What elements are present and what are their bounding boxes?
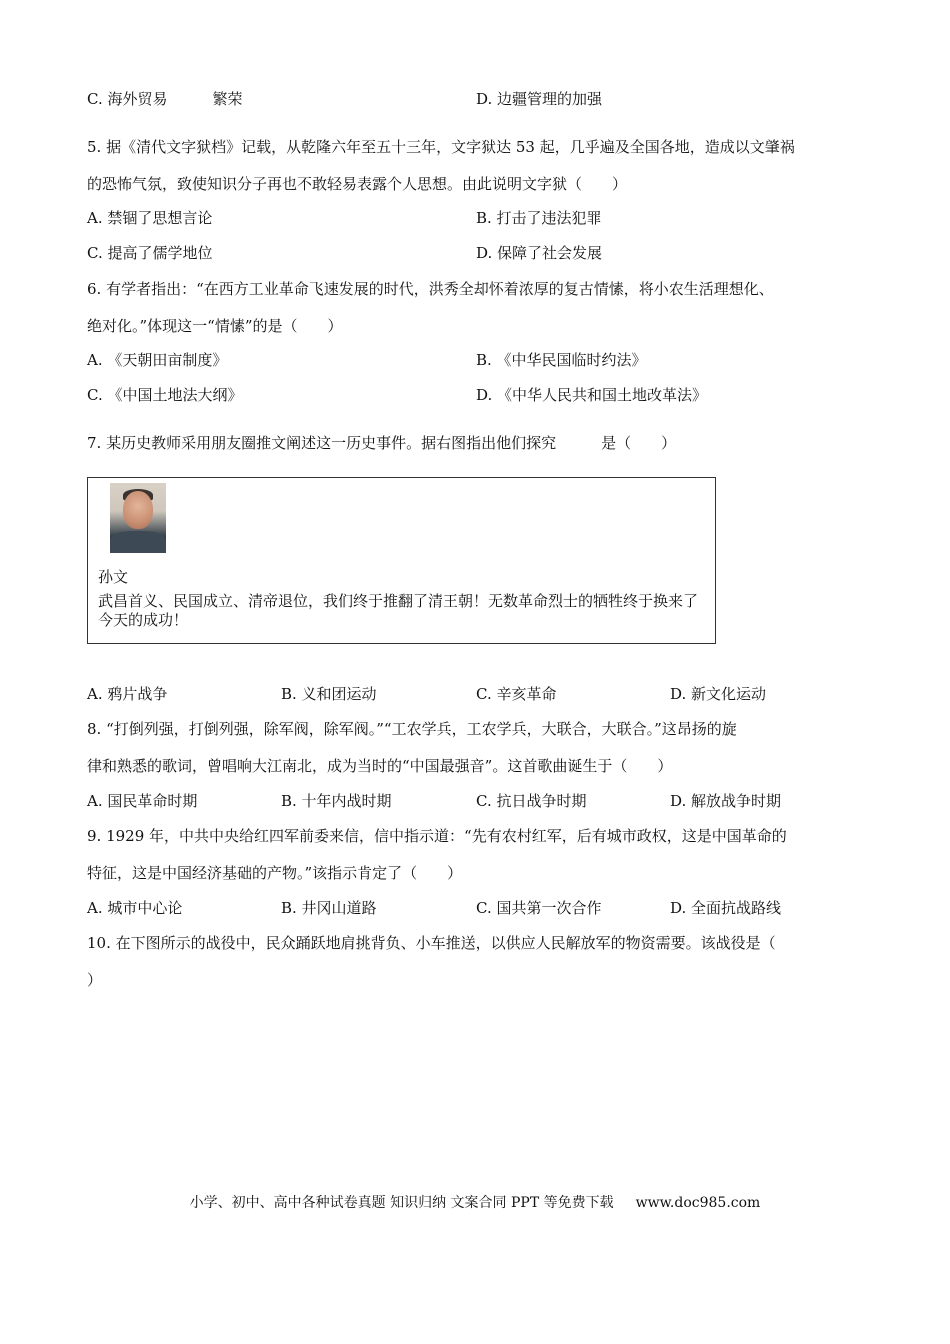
q6-stem-line2: 绝对化。”体现这一“情愫”的是（ ） xyxy=(87,317,343,335)
q9-option-b: B. 井冈山道路 xyxy=(281,899,377,917)
q5-option-b: B. 打击了违法犯罪 xyxy=(476,209,602,227)
q7-stem-line1: 7. 某历史教师采用朋友圈推文阐述这一历史事件。据右图指出他们探究 是（ ） xyxy=(87,434,677,452)
q8-option-c: C. 抗日战争时期 xyxy=(476,792,587,810)
q7-option-b: B. 义和团运动 xyxy=(281,685,377,703)
q4-option-d: D. 边疆管理的加强 xyxy=(476,90,603,108)
q7-option-c: C. 辛亥革命 xyxy=(476,685,557,703)
q7-option-d: D. 新文化运动 xyxy=(670,685,767,703)
q7-option-a: A. 鸦片战争 xyxy=(87,685,168,703)
q8-stem-line2: 律和熟悉的歌词，曾唱响大江南北，成为当时的“中国最强音”。这首歌曲诞生于（ ） xyxy=(87,757,673,775)
avatar xyxy=(110,483,166,553)
moments-post xyxy=(87,477,716,644)
q6-option-d: D. 《中华人民共和国土地改革法》 xyxy=(476,386,708,404)
q9-option-c: C. 国共第一次合作 xyxy=(476,899,602,917)
q6-stem-line1: 6. 有学者指出：“在西方工业革命飞速发展的时代，洪秀全却怀着浓厚的复古情愫，将小农生活理想化、 xyxy=(87,280,774,298)
q8-option-d: D. 解放战争时期 xyxy=(670,792,782,810)
q6-option-b: B. 《中华民国临时约法》 xyxy=(476,351,647,369)
q9-option-d: D. 全面抗战路线 xyxy=(670,899,782,917)
q5-option-a: A. 禁锢了思想言论 xyxy=(87,209,213,227)
q9-stem-line2: 特征，这是中国经济基础的产物。”该指示肯定了（ ） xyxy=(87,864,463,882)
q10-stem-line1: 10. 在下图所示的战役中，民众踊跃地肩挑背负、小车推送，以供应人民解放军的物资需要。该战役是（ xyxy=(87,934,776,952)
q8-stem-line1: 8. “打倒列强，打倒列强，除军阀，除军阀。”“工农学兵，工农学兵，大联合，大联合。”这昂扬的旋 xyxy=(87,720,737,738)
q5-option-d: D. 保障了社会发展 xyxy=(476,244,603,262)
footer xyxy=(0,1192,950,1212)
footer-text: 小学、初中、高中各种试卷真题 知识归纳 文案合同 PPT 等免费下载 xyxy=(189,1195,614,1211)
post-text: 武昌首义、民国成立、清帝退位，我们终于推翻了清王朝！无数革命烈士的牺牲终于换来了今天的成功！ xyxy=(98,592,699,629)
q9-stem-line1: 9. 1929 年，中共中央给红四军前委来信，信中指示道：“先有农村红军，后有城市政权，这是中国革命的 xyxy=(87,827,787,845)
q8-option-a: A. 国民革命时期 xyxy=(87,792,198,810)
q8-option-b: B. 十年内战时期 xyxy=(281,792,392,810)
q9-option-a: A. 城市中心论 xyxy=(87,899,183,917)
q4-option-c: C. 海外贸易 繁荣 xyxy=(87,90,243,108)
post-author: 孙文 xyxy=(98,568,129,586)
q5-stem-line1: 5. 据《清代文字狱档》记载，从乾隆六年至五十三年，文字狱达 53 起，几乎遍及全国各地，造成以文肇祸 xyxy=(87,138,795,156)
q5-option-c: C. 提高了儒学地位 xyxy=(87,244,213,262)
q6-option-a: A. 《天朝田亩制度》 xyxy=(87,351,228,369)
q10-stem-line2: ） xyxy=(87,971,103,989)
q5-stem-line2: 的恐怖气氛，致使知识分子再也不敢轻易表露个人思想。由此说明文字狱（ ） xyxy=(87,175,628,193)
q6-option-c: C. 《中国土地法大纲》 xyxy=(87,386,243,404)
footer-url[interactable]: www.doc985.com xyxy=(635,1195,761,1211)
